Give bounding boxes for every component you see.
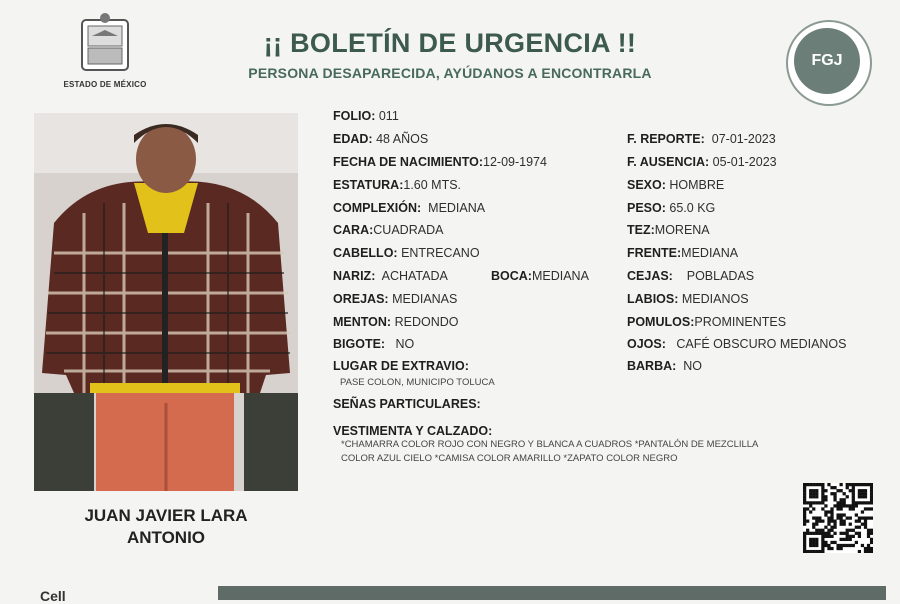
barba-value: NO: [683, 359, 703, 373]
cejas-value: POBLADAS: [686, 269, 755, 283]
field-orejas: OREJAS: MEDIANAS: [333, 292, 458, 306]
peso-value: 65.0 KG: [669, 201, 716, 215]
field-nariz: NARIZ: ACHATADA: [333, 269, 448, 283]
vestimenta-line2: COLOR AZUL CIELO *CAMISA COLOR AMARILLO *ZAPATO COLOR NEGRO: [341, 453, 678, 464]
field-vestimenta: VESTIMENTA Y CALZADO:: [333, 424, 493, 438]
edad-value: 48 AÑOS: [376, 132, 429, 146]
field-cabello: CABELLO: ENTRECANO: [333, 246, 480, 260]
person-name-line1: JUAN JAVIER LARA: [84, 506, 248, 525]
tez-value: MORENA: [654, 223, 710, 237]
lugar-extravio-value: PASE COLON, MUNICIPO TOLUCA: [340, 377, 495, 388]
field-barba: BARBA: NO: [627, 359, 703, 373]
field-labios: LABIOS: MEDIANOS: [627, 292, 749, 306]
field-peso: PESO: 65.0 KG: [627, 201, 716, 215]
bulletin-header: [230, 28, 670, 81]
field-ojos: OJOS: CAFÉ OBSCURO MEDIANOS: [627, 337, 847, 351]
qr-code-icon[interactable]: [803, 483, 873, 553]
person-name-line2: ANTONIO: [126, 528, 206, 547]
sexo-value: HOMBRE: [669, 178, 725, 192]
orejas-value: MEDIANAS: [392, 292, 458, 306]
footer-partial-text: Cell: [40, 588, 66, 604]
cabello-value: ENTRECANO: [401, 246, 480, 260]
field-estatura: ESTATURA:1.60 MTS.: [333, 178, 462, 192]
reporte-value: 07-01-2023: [711, 132, 776, 146]
fgj-logo: [786, 20, 872, 106]
menton-value: REDONDO: [394, 315, 459, 329]
state-label: ESTADO DE MÉXICO: [63, 80, 147, 89]
field-pomulos: POMULOS:PROMINENTES: [627, 315, 787, 329]
pomulos-value: PROMINENTES: [694, 315, 787, 329]
ojos-value: CAFÉ OBSCURO MEDIANOS: [676, 337, 847, 351]
field-senas-particulares: SEÑAS PARTICULARES:: [333, 397, 481, 411]
field-edad: EDAD: 48 AÑOS: [333, 132, 429, 146]
nacimiento-value: 12-09-1974: [483, 155, 547, 169]
frente-value: MEDIANA: [681, 246, 739, 260]
crest-icon: [78, 12, 132, 74]
labios-value: MEDIANOS: [681, 292, 749, 306]
ausencia-value: 05-01-2023: [712, 155, 777, 169]
field-frente: FRENTE:MEDIANA: [627, 246, 739, 260]
folio-value: 011: [378, 109, 399, 123]
field-lugar-extravio: LUGAR DE EXTRAVIO:: [333, 359, 469, 373]
bulletin-subtitle: PERSONA DESAPARECIDA, AYÚDANOS A ENCONTRARLA: [248, 65, 652, 81]
field-boca: BOCA:MEDIANA: [491, 269, 589, 283]
estado-de-mexico-logo: [60, 12, 150, 102]
field-cara: CARA:CUADRADA: [333, 223, 444, 237]
field-complexion: COMPLEXIÓN: MEDIANA: [333, 201, 486, 215]
field-fecha-nacimiento: FECHA DE NACIMIENTO:12-09-1974: [333, 155, 547, 169]
missing-person-photo: [34, 113, 298, 491]
field-fecha-reporte: F. REPORTE: 07-01-2023: [627, 132, 776, 146]
cara-value: CUADRADA: [373, 223, 444, 237]
field-menton: MENTON: REDONDO: [333, 315, 459, 329]
complexion-value: MEDIANA: [428, 201, 486, 215]
field-folio: FOLIO: 011: [333, 109, 399, 123]
field-cejas: CEJAS: POBLADAS: [627, 269, 755, 283]
bigote-value: NO: [395, 337, 415, 351]
field-tez: TEZ:MORENA: [627, 223, 710, 237]
estatura-value: 1.60 MTS.: [403, 178, 462, 192]
fgj-logo-text: FGJ: [794, 28, 860, 94]
vestimenta-line1: *CHAMARRA COLOR ROJO CON NEGRO Y BLANCA A CUADROS *PANTALÓN DE MEZCLILLA: [341, 439, 759, 450]
nariz-value: ACHATADA: [381, 269, 448, 283]
bulletin-title: ¡¡ BOLETÍN DE URGENCIA !!: [263, 28, 637, 58]
boca-value: MEDIANA: [531, 269, 589, 283]
footer-band: [218, 586, 886, 600]
person-name: [34, 505, 298, 549]
field-sexo: SEXO: HOMBRE: [627, 178, 725, 192]
field-fecha-ausencia: F. AUSENCIA: 05-01-2023: [627, 155, 777, 169]
field-bigote: BIGOTE: NO: [333, 337, 415, 351]
